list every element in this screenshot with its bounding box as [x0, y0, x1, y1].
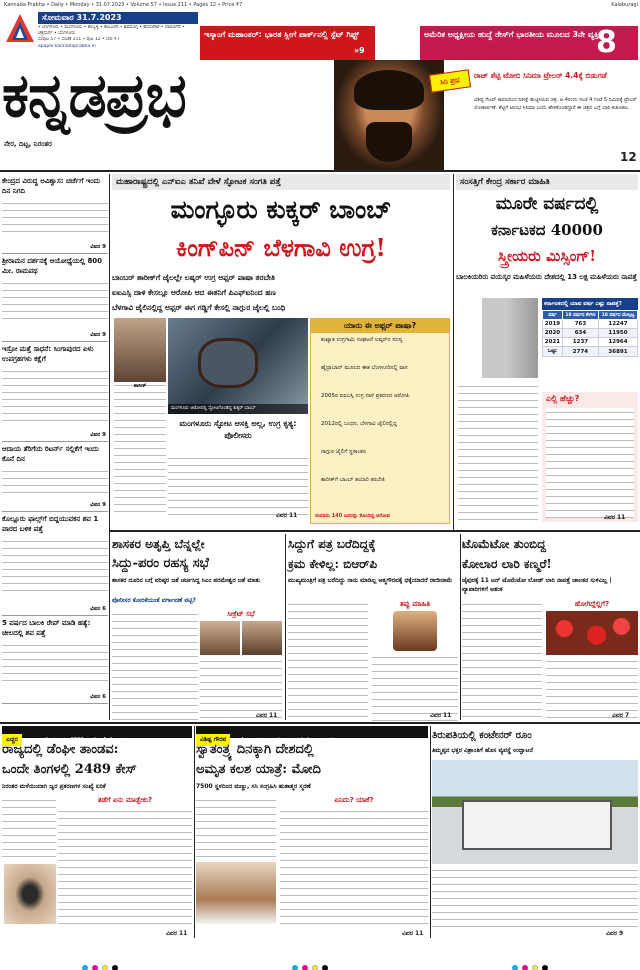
dengue-body-1	[2, 796, 56, 862]
lead-sub-3: ಬೆಳಗಾವಿ ಜೈಲಿನಲ್ಲಿದ್ದ ಅಫ್ಸರ್ ಈಗ ಗಡ್ಡಿಗೆ ಕೇಸಲ್ಲಿ ನಾಗ್ಪುರ ಜೈಲಲ್ಲಿ ಬಂಧಿ	[112, 303, 286, 312]
lead-inset	[168, 418, 308, 452]
amrit-page[interactable]: ವಿವರ 11	[402, 930, 424, 937]
top-strip: Kannada Prabha • Daily • Monday • 31.07.2023 • Volume 57 • Issue 211 • Pages 12 • Price ₹7	[4, 2, 243, 8]
tirupati-body	[432, 866, 638, 930]
registration-marks-right	[510, 956, 550, 970]
right-headline-3[interactable]: ಸ್ತ್ರೀಯರು ಮಿಸ್ಸಿಂಗ್!	[498, 247, 596, 265]
left-briefs-column	[2, 174, 108, 720]
dengue-headline-2[interactable]: ಒಂದೇ ತಿಂಗಳಲ್ಲಿ 2489 ಕೇಸ್	[2, 762, 137, 777]
bottom-rule	[0, 722, 640, 724]
right-page-ref[interactable]: ವಿವರ 11	[604, 514, 626, 521]
left-brief[interactable]	[2, 342, 108, 442]
mid-left-sub: ಶಾಸಕರ ದೂರಿನ ಬಗ್ಗೆ ವರಿಷ್ಠರ ಜತೆ ಚರ್ಚಿಸಿದ್ದ ಸಿಎಂ ಪರಮೇಶ್ವರ ಜತೆ ಮಾತು	[112, 577, 261, 584]
mid-center-headline-1[interactable]: ಸಿದ್ದುಗೆ ಪತ್ರ ಬರೆದಿದ್ದಕ್ಕೆ	[288, 537, 376, 551]
date-banner	[38, 12, 198, 24]
promo-body: ವಿಶಿಷ್ಟ ಗೆಟಪ್ ಕಾರಣದಿಂದ ನಿರೀಕ್ಷೆ ಹುಟ್ಟಿಸಿರುವ ಚಿತ್ರ. ಆ.4ರಂದು ಸಂಜೆ 4 ಗಂಟೆ 5 ನಿಮಿಷಕ್ಕೆ ಟ್ರೇಲರ್ ಲೋಕಾರ್ಪಣೆ. ಶೆಟ್ಟಿಗೆ ಆರಂಭ ಸಿನಿಮಾ ಎಂದು ಹೇಳಿಕೊಂಡಿದ್ದಾರೆ ಈ ಚಿತ್ರದ ಬಗ್ಗೆ ಭಾರಿ ಕುತೂಹಲ.	[474, 97, 637, 111]
lead-sub-2: ಐಐಎಸ್ಸಿ ದಾಳಿ ಕೇಸಲ್ಲೂ ಆರೋಪಿ ಆದ ಈತನಿಗೆ ಪಿಎಫ್ಐನಿಂದ ಹಣ	[112, 288, 276, 297]
table-header-cell: 18 ವರ್ಷದ ಮೇಲ್ಪಟ್ಟ	[599, 311, 638, 320]
dengue-page[interactable]: ವಿವರ 11	[166, 930, 188, 937]
teaser-iskcon[interactable]	[200, 26, 375, 60]
mosquito-photo	[4, 864, 56, 924]
lead-headline-2[interactable]: ಕಿಂಗ್‌ಪಿನ್ ಬೆಳಗಾವಿ ಉಗ್ರ!	[176, 233, 386, 262]
tomato-box	[546, 600, 638, 720]
lead-inset-headline[interactable]: ಮಂಗಳೂರು ಸ್ಫೋಟ ಆಸಕ್ತಿ ಅಲ್ಲ, ಉಗ್ರ ಕೃತ್ಯ: ಪೊಲೀಸರು	[179, 419, 297, 440]
table-row	[543, 320, 638, 329]
left-brief-page[interactable]: ವಿವರ 9	[90, 332, 106, 338]
tirupati-headline-2: ತಿಮ್ಮಪ್ಪನ ಭಕ್ತರ ವಿಶ್ರಾಂತಿಗೆ ಹೊಸ ವ್ಯವಸ್ಥೆ ಉದ್ಘಾಟನೆ	[432, 747, 534, 754]
tomato-box-title: ಹೋಗಿದ್ದೆಲ್ಲಿಗೆ?	[574, 600, 610, 608]
amrit-headline-2[interactable]: ಅಮೃತ ಕಲಶ ಯಾತ್ರೆ: ಮೋದಿ	[196, 762, 321, 777]
table-cell: 12964	[599, 338, 638, 347]
table-grid	[542, 310, 638, 357]
edition-label: Kalaburagi	[611, 2, 638, 8]
left-brief-page[interactable]: ವಿವರ 9	[90, 502, 106, 508]
afsar-box-title: ಯಾರು ಈ ಅಫ್ಸರ್ ಪಾಷಾ?	[311, 319, 449, 333]
amrit-body	[196, 796, 276, 860]
table-cell: 2021	[543, 338, 563, 347]
epaper-url[interactable]: epaper.kannadaprabha.in	[38, 44, 96, 49]
wrong-info-box	[372, 600, 458, 720]
amrit-box-body	[280, 807, 428, 927]
promo-title[interactable]: ರಾಜ್ ಶೆಟ್ಟಿ ಟೋಬಿ ಸಿನಿಮಾ ಟ್ರೇಲರ್ 4.4ಕ್ಕೆ ಬಿಡುಗಡೆ	[474, 71, 607, 80]
table-cell: 2019	[543, 320, 563, 329]
hair-shape	[354, 70, 424, 110]
mid-center-page[interactable]: ವಿವರ 11	[430, 712, 452, 719]
dengue-sub: ನಿರಂತರ ಮಳೆಯಿಂದಾಗಿ ಜ್ವರ ಪ್ರಕರಣಗಳ ಸಂಖ್ಯೆ ಏರಿಕೆ	[2, 783, 106, 790]
table-cell: 2020	[543, 329, 563, 338]
secret-box-title: ಸೀಕ್ರೆಟ್ ಸಭೆ	[227, 610, 255, 618]
afsar-info-box	[310, 318, 450, 524]
dengue-flag-text: ರಾಜ್ಯದಲ್ಲೇ ಈ ವರ್ಷ 4739 ಮಂದಿಯಲ್ಲಿ ಸೋಂಕು	[30, 737, 124, 743]
dengue-flag: ಎಚ್ಚರ	[2, 734, 22, 746]
masthead-logo: ಕನ್ನಡಪ್ರಭ	[2, 61, 186, 131]
mug-shariq-image	[114, 318, 166, 382]
lead-kicker: ಮಹಾರಾಷ್ಟ್ರದಲ್ಲಿ ಎನ್ಐಎ ತನಿಖೆ ವೇಳೆ ಸ್ಫೋಟಕ ಸಂಗತಿ ಪತ್ತೆ	[116, 177, 281, 187]
lead-divider	[453, 174, 454, 530]
lead-body-col2	[168, 454, 308, 520]
table-cell: 11950	[599, 329, 638, 338]
container-room-photo	[432, 760, 638, 864]
missing-woman-silhouette	[458, 298, 538, 378]
table-cell: 634	[562, 329, 598, 338]
tirupati-headline-1[interactable]: ತಿರುಪತಿಯಲ್ಲಿ ಕಂಟೇನರ್ ರೂಂ	[432, 730, 532, 741]
left-brief-body	[2, 367, 108, 423]
mid-center-body	[288, 600, 368, 720]
mid-left-headline-2[interactable]: ಸಿದ್ದು-ಪರಂ ರಹಸ್ಯ ಸಭೆ	[112, 556, 209, 571]
teaser-iskcon-text: ಇಸ್ಕಾಂಗೆ ಮಹಾಂತರ್: ಭಾರತ ಸ್ಲೀಗೆ ಪಾರ್ಕ್‌ನಲ್ಲಿ ಸ್ಪೆಟ್ ಗಿಫ್ಟ್	[204, 30, 360, 39]
mid-rule	[110, 530, 640, 532]
mid-center-sub: ಮುಖ್ಯಮಂತ್ರಿಗೆ ಪತ್ರ ಬರೆದಿದ್ದು ನಾನು ಮಾಡಿಲ್ಲ ಆತ್ಮಗೌರವಕ್ಕೆ ಧಕ್ಕೆಯಾದರೆ ರಾಜೀನಾಮೆ	[288, 577, 453, 584]
where-box-body	[546, 408, 634, 518]
promo-portrait-image	[334, 60, 444, 170]
left-brief-headline: ಆದಾಯ ತೆರಿಗೆಯ ರಿಟರ್ನ್ ಸಲ್ಲಿಕೆಗೆ ಇಂದು ಕೊನೆ ದಿನ	[2, 445, 99, 463]
dengue-flag-band	[2, 726, 192, 743]
missing-stats-table	[542, 298, 638, 390]
amrit-box-title: ಏನಿದು? ಯಾಕೆ?	[334, 796, 374, 804]
left-brief-headline: ಶ್ರೀರಾಮನ ದರ್ಶನಕ್ಕೆ ಅಯೋಧ್ಯೆಯಲ್ಲಿ 800 ಮೀ. ರಾಮಪಥ	[2, 257, 103, 275]
table-cell: 2774	[562, 347, 598, 357]
masthead-tagline: ನೇರ, ದಿಟ್ಟ, ನಿರಂತರ	[4, 140, 52, 148]
right-subhead: ಬಾಲಕಿಯರಿರು ವಯಸ್ಕರ ಮಹಿಳೆಯರು ದೇಶದಲ್ಲಿ 13 ಲಕ್ಷ ಮಹಿಳೆಯರು ನಾಪತ್ತೆ	[456, 273, 637, 281]
bottom-divider-1	[194, 726, 195, 938]
mid-right-headline-2[interactable]: ಕೋಲಾರ ಲಾರಿ ಕಣ್ಮರೆ!	[462, 557, 552, 571]
table-cell: ಒಟ್ಟು	[543, 347, 563, 357]
left-brief[interactable]	[2, 174, 108, 254]
wrong-info-title: ತಪ್ಪು ಮಾಹಿತಿ	[399, 600, 431, 608]
kannadaprabha-logo-mark	[4, 12, 36, 44]
tirupati-page[interactable]: ವಿವರ 9	[606, 930, 624, 937]
left-brief-body	[2, 199, 108, 235]
table-row	[543, 347, 638, 357]
afsar-fact-item: ಶಾರೀಕ್‌ಗೆ ಬಾಂಬ್ ತಯಾರಿ ತರಬೇತಿ	[321, 477, 385, 483]
promo-badge: ಸಿನಿ ಪ್ರಭ	[429, 69, 471, 92]
lead-page-ref[interactable]: ವಿವರ 11	[276, 512, 298, 519]
registration-marks-left	[80, 956, 120, 970]
left-brief-headline: ಕೊಲ್ಲೂರು ಫಾಲ್ಸ್‌ಗೆ ಬಿದ್ದಯುವಕನ ಶವ 1 ವಾರದ ಬಳಿಕ ಪತ್ತೆ	[2, 515, 99, 533]
left-brief-headline: ಕೇಂದ್ರದ ವಿರುದ್ಧ ಅವಿಶ್ವಾಸ: ಚರ್ಚೆಗೆ ಇಂದು ದಿನ ನಿಗದಿ	[2, 177, 101, 195]
left-brief-page[interactable]: ವಿವರ 6	[90, 606, 106, 612]
left-brief[interactable]	[2, 254, 108, 342]
table-cell: 12247	[599, 320, 638, 329]
table-header-cell: 18 ವರ್ಷದ ಕೆಳಗಿನ	[562, 311, 598, 320]
amrit-flag: ವಿಶಿಷ್ಟ ಗೌರವ	[196, 734, 230, 746]
mid-left-page[interactable]: ವಿವರ 11	[256, 712, 278, 719]
afsar-fact-item: ನಾಗ್ಪುರ ಜೈಲಿಗೆ ಸ್ಥಳಾಂತರ	[321, 449, 366, 455]
masthead-rule	[0, 170, 640, 172]
lead-subheads	[112, 270, 450, 315]
left-brief[interactable]	[2, 442, 108, 512]
teaser-us-text: ಅಮೆರಿಕ ಅಧ್ಯಕ್ಷೀಯ ಹುದ್ದೆ ರೇಸ್‌ಗೆ ಭಾರತೀಯ ಮೂಲದ 3ನೇ ವ್ಯಕ್ತಿ	[424, 30, 599, 39]
mid-right-sub: ಜೈಪುರಕ್ಕೆ 11 ಟನ್ ಟೊಮೆಟೋ ಲೋಡ್ ಲಾರಿ ನಾಪತ್ತೆ ಚಾಲಕನ ಸುಳಿವಿಲ್ಲ | ವ್ಯಾಪಾರಿಗಳಿಗೆ ಆತಂಕ	[462, 577, 612, 593]
lead-sub-1: ಬಾಂಬರ್ ಶಾರೀಕ್‌ಗೆ ಜೈಲಲ್ಲೇ ಲಷ್ಕರ್ ಉಗ್ರ ಅಫ್ಸರ್ ಪಾಷಾ ತರಬೇತಿ	[112, 273, 276, 282]
amrit-flag-band	[196, 726, 428, 743]
left-brief-body	[2, 467, 108, 493]
afsar-box-footer: ಸುಮಾರು 140 ಜನರನ್ನು ಕೊಂದಿದ್ದ ಆರೋಪ	[315, 513, 390, 519]
right-headline-1[interactable]: ಮೂರೇ ವರ್ಷದಲ್ಲಿ	[495, 194, 599, 214]
afsar-fact-item: ಕುಖ್ಯಾತ ಉಗ್ರಗಾಮಿ ಸಂಘಟನೆ ಲಷ್ಕರ್‌ನ ಸದಸ್ಯ	[321, 337, 403, 343]
mid-right-body	[462, 600, 542, 720]
amrit-headline-1[interactable]: ಸ್ವಾತಂತ್ರ್ಯ ದಿನಕ್ಕಾಗಿ ದೇಶದಲ್ಲಿ	[196, 742, 314, 757]
table-cell: 36891	[599, 347, 638, 357]
mid-center-headline-2[interactable]: ಕ್ರಮ ಕೇಳಿಲ್ಲ: ಬಿಆರ್‌ಪಿ	[288, 557, 378, 571]
issue-line: ಸಂಪುಟ 57 • ಸಂಚಿಕೆ 211 • ಪುಟ 12 • ಬೆಲೆ ₹7	[38, 37, 120, 42]
promo-page: 12	[620, 150, 637, 164]
lead-photo-caption: ಮಂಗಳೂರು ಆಟೋದಲ್ಲಿ ಸ್ಫೋಟಗೊಂಡಿದ್ದ ಕುಕ್ಕರ್ ಬಾಂಬ್	[168, 404, 308, 414]
table-row	[543, 329, 638, 338]
bottom-divider-2	[430, 726, 431, 938]
lead-photo-bomb	[168, 318, 308, 414]
tomato-photo	[546, 611, 638, 655]
left-brief-headline: 5 ವರ್ಷದ ಬಾಲಕಿ ರೇಪ್ ಮಾಡಿ ಹತ್ಯೆ: ಚೀಲದಲ್ಲಿ ಶವ ಪತ್ತೆ	[2, 619, 91, 637]
lead-kicker-band	[112, 174, 450, 190]
siddaramaiah-photo	[200, 621, 240, 655]
amrit-flag-text: ದೇಶದಾದ್ಯಂತ ಮೃತರ 'ಅಮೃತ ವಾಟಿಕಾ' ಉದ್ಯಾನ ಸೃಷ್ಟಿ	[239, 737, 335, 743]
table-title: ಕರ್ನಾಟಕದಲ್ಲಿ ಯಾವ ವರ್ಷ ಎಷ್ಟು ನಾಪತ್ತೆ?	[542, 298, 638, 310]
mug-caption: ಶಾರೀಕ್	[133, 383, 147, 389]
secret-meeting-box	[200, 610, 282, 720]
amrit-explainer-box	[280, 796, 428, 928]
left-brief-page[interactable]: ವಿವರ 6	[90, 694, 106, 700]
mid-divider-1	[285, 534, 286, 720]
teaser-iskcon-page: »9	[354, 46, 365, 55]
dengue-tips-title: ತಡೆಗೆ ಏನು ಮಾಡ್ಬೇಕು?	[97, 796, 153, 804]
left-brief-headline: ಇಸ್ರೋ ಮತ್ತೆ ಸಾಧನೆ: ಸಿಂಗಾಪುರದ ಏಳು ಉಪಗ್ರಹಗಳು ಕಕ್ಷೆಗೆ	[2, 345, 94, 363]
afsar-fact-item: 2005ರ ಐಐಎಸ್ಸಿ ಉಗ್ರ ದಾಳಿ ಪ್ರಕರಣದ ಆರೋಪಿ	[321, 393, 410, 399]
mid-left-headline-1[interactable]: ಶಾಸಕರ ಅತೃಪ್ತಿ ಬೆನ್ನಲ್ಲೇ	[112, 537, 205, 551]
left-column-divider	[109, 174, 110, 720]
dengue-tips-box	[58, 796, 192, 928]
right-kicker-band	[456, 174, 638, 190]
lead-headline-1[interactable]: ಮಂಗ್ಳೂರು ಕುಕ್ಕರ್ ಬಾಂಬ್	[170, 195, 392, 224]
right-headline-2[interactable]: ಕರ್ನಾಟಕದ 40000	[491, 221, 603, 239]
parameshwara-photo	[242, 621, 282, 655]
amrit-sub: 7500 ಸ್ಥಳದಿಂದ ಮಣ್ಣು, ಸಸಿ ಸಂಗ್ರಹಿಸಿ ಹುತಾತ್ಮರ ಸ್ಮರಣೆ	[196, 783, 311, 790]
table-row	[543, 338, 638, 347]
right-kicker: ಸಂಸತ್ತಿಗೆ ಕೇಂದ್ರ ಸರ್ಕಾರ ಮಾಹಿತಿ	[460, 177, 550, 187]
container-shape	[462, 800, 612, 850]
mid-right-page[interactable]: ವಿವರ 7	[612, 712, 630, 719]
modi-photo	[196, 862, 276, 924]
left-brief-body	[2, 641, 108, 685]
mid-divider-2	[460, 534, 461, 720]
dengue-tips-body	[58, 807, 192, 927]
afsar-fact-item: ಹೈದ್ರಾಬಾದ್ ಮೂಲದ ಈತ ಬೆಂಗಳೂರಿನಲ್ಲಿ ವಾಸ	[321, 365, 408, 371]
table-header-cell: ವರ್ಷ	[543, 311, 563, 320]
table-cell: 763	[562, 320, 598, 329]
left-brief-page[interactable]: ವಿವರ 9	[90, 432, 106, 438]
afsar-fact-item: 2012ರಲ್ಲಿ ಬಂಧನ, ಬೆಳಗಾವಿ ಜೈಲಿನಲ್ಲಿದ್ದ	[321, 421, 397, 427]
where-box-title: ಎಲ್ಲಿ ಹೆಚ್ಚು?	[546, 394, 580, 403]
cooker-shape	[198, 338, 258, 388]
right-body-text	[458, 382, 538, 522]
date-line: ಸೋಮವಾರ 31.7.2023	[42, 13, 122, 22]
registration-marks-center	[290, 956, 330, 970]
left-brief-page[interactable]: ವಿವರ 9	[90, 244, 106, 250]
mid-left-sub2: ಪೊಲೀಸರ ಕೋರಿಕೆಯಂತೆ ವರ್ಗಾವಣೆ ಪಟ್ಟಿ?	[112, 597, 197, 604]
dengue-headline-1[interactable]: ರಾಜ್ಯದಲ್ಲಿ ಡೆಂಘೀ ತಾಂಡವ:	[2, 742, 119, 757]
mid-left-body	[112, 610, 198, 720]
beard-shape	[366, 122, 412, 162]
left-brief[interactable]	[2, 616, 108, 704]
teaser-us-page: 8	[596, 25, 617, 60]
brp-photo	[393, 611, 437, 651]
table-cell: 1237	[562, 338, 598, 347]
editions-list: • ಬೆಂಗಳೂರು • ಮಂಗಳೂರು • ಹುಬ್ಬಳ್ಳಿ • ಕಲಬುರಗಿ • ಶಿವಮೊಗ್ಗ • ಹೊಸಪೇಟೆ • ದಾವಣಗೆರೆ • ಚಿತ್ರದುರ್ಗ • ಬೆಂಗಳೂರು	[38, 25, 185, 36]
mid-right-headline-1[interactable]: ಟೊಮೆಟೋ ತುಂಬಿದ್ದ	[462, 537, 546, 551]
where-box	[542, 392, 638, 522]
left-brief-body	[2, 537, 108, 597]
left-brief[interactable]	[2, 512, 108, 616]
left-brief-body	[2, 279, 108, 323]
